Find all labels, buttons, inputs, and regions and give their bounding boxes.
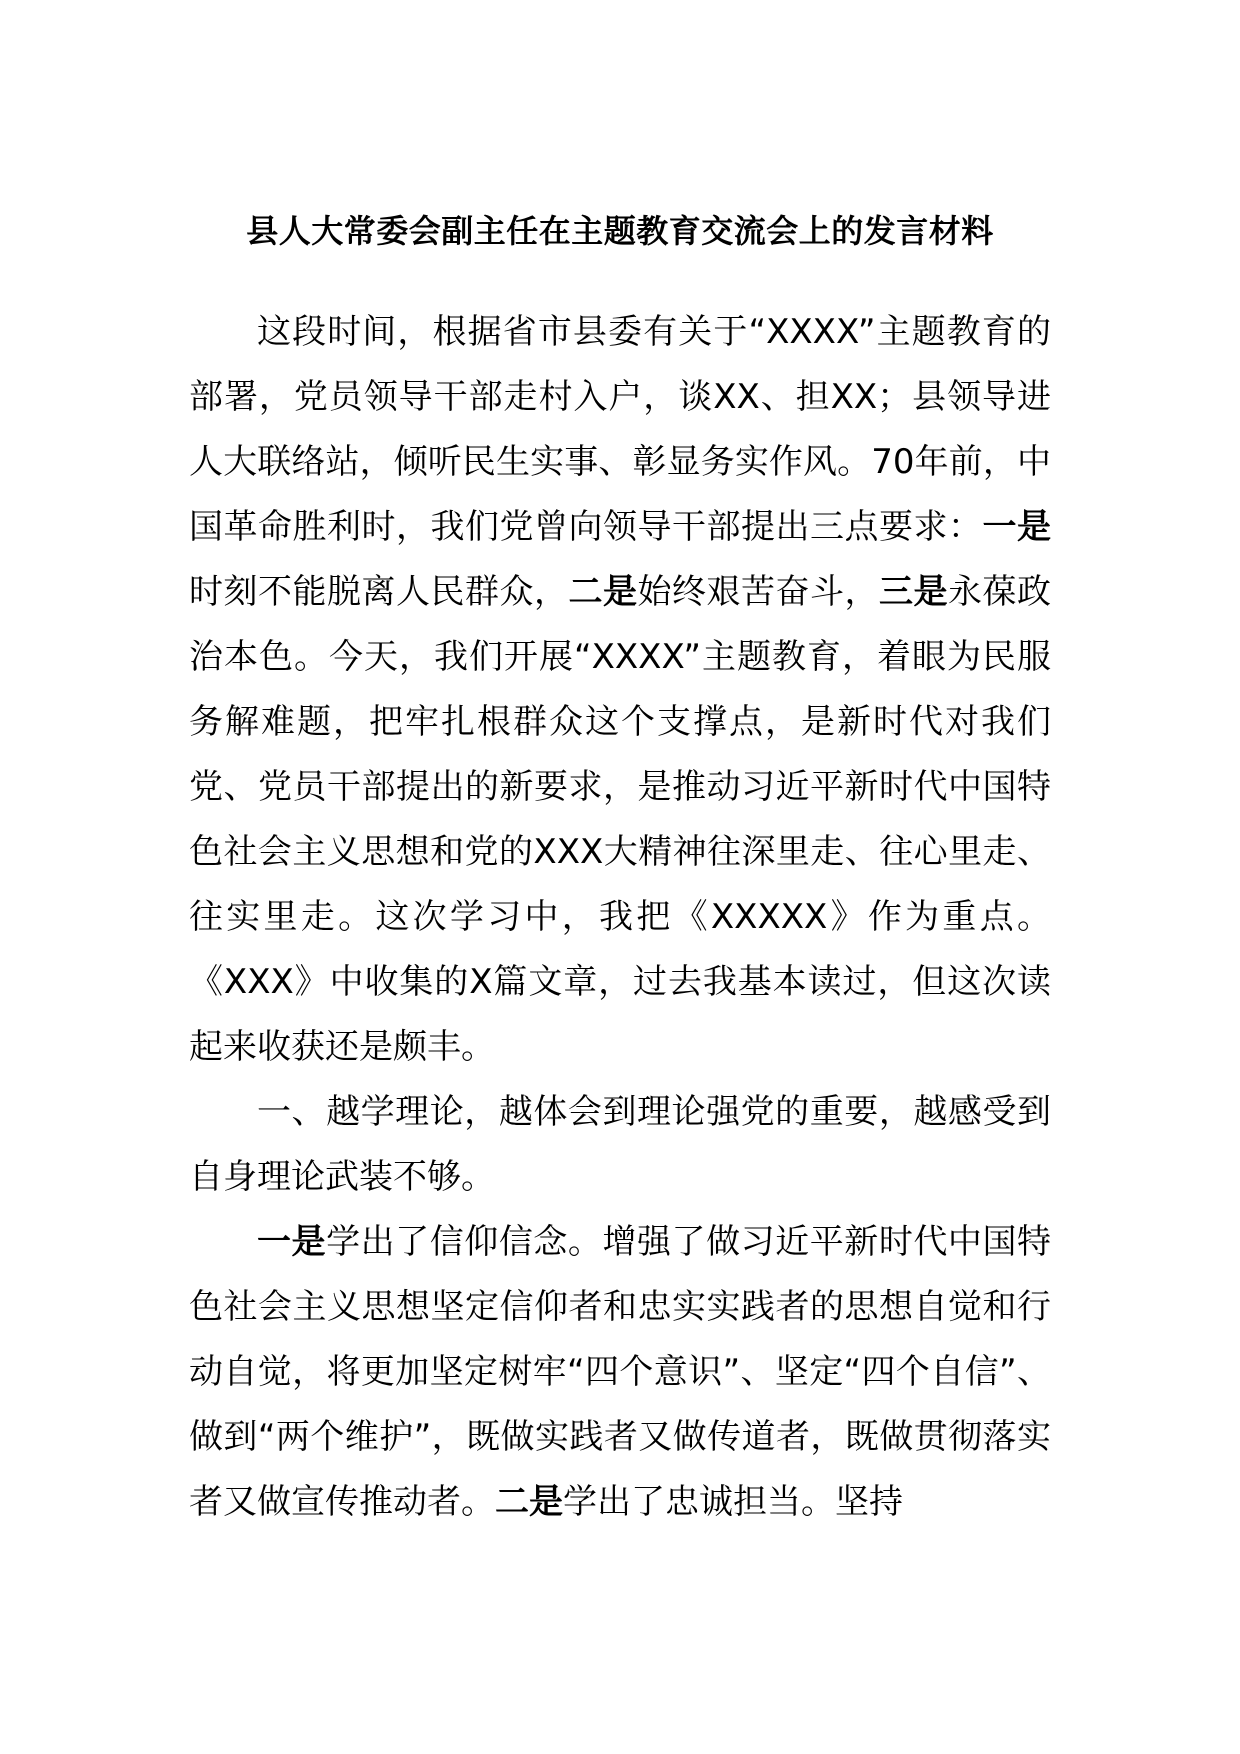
intro-bold-3: 三是 <box>879 572 948 612</box>
intro-bold-1: 一是 <box>982 507 1051 547</box>
section1-paragraph <box>189 1210 1051 1535</box>
section1-text-1: 学出了信仰信念。增强了做习近平新时代中国特色社会主义思想坚定信仰者和忠实实践者的思想自觉和行动自觉，将更加坚定树牢“四个意识”、坚定“四个自信”、做到“两个维护”，既做实践者又做传道者，既做贯彻落实者又做宣传推动者。 <box>189 1222 1052 1522</box>
intro-text-4: 永葆政治本色。今天，我们开展“XXXX”主题教育，着眼为民服务解难题，把牢扎根群众这个支撑点，是新时代对我们党、党员干部提出的新要求，是推动习近平新时代中国特色社会主义思想和党的XXX大精神往深里走、往心里走、往实里走。这次学习中，我把《XXXXX》作为重点。《XXX》中收集的X篇文章，过去我基本读过，但这次读起来收获还是颇丰。 <box>189 572 1051 1067</box>
intro-text-1: 这段时间，根据省市县委有关于“XXXX”主题教育的部署，党员领导干部走村入户，谈XX、担XX；县领导进人大联络站，倾听民生实事、彰显务实作风。70年前，中国革命胜利时，我们党曾向领导干部提出三点要求： <box>189 312 1051 547</box>
section1-text-2: 学出了忠诚担当。坚持 <box>563 1482 903 1522</box>
document-body <box>189 300 1051 1535</box>
section-heading-1: 一、越学理论，越体会到理论强党的重要，越感受到自身理论武装不够。 <box>189 1092 1051 1197</box>
section1-bold-2: 二是 <box>495 1482 563 1522</box>
document-title: 县人大常委会副主任在主题教育交流会上的发言材料 <box>246 212 994 250</box>
intro-text-3: 始终艰苦奋斗， <box>637 572 879 612</box>
section1-bold-1: 一是 <box>257 1222 327 1262</box>
intro-paragraph <box>189 300 1051 1080</box>
intro-bold-2: 二是 <box>568 572 638 612</box>
intro-text-2: 时刻不能脱离人民群众， <box>189 572 569 612</box>
